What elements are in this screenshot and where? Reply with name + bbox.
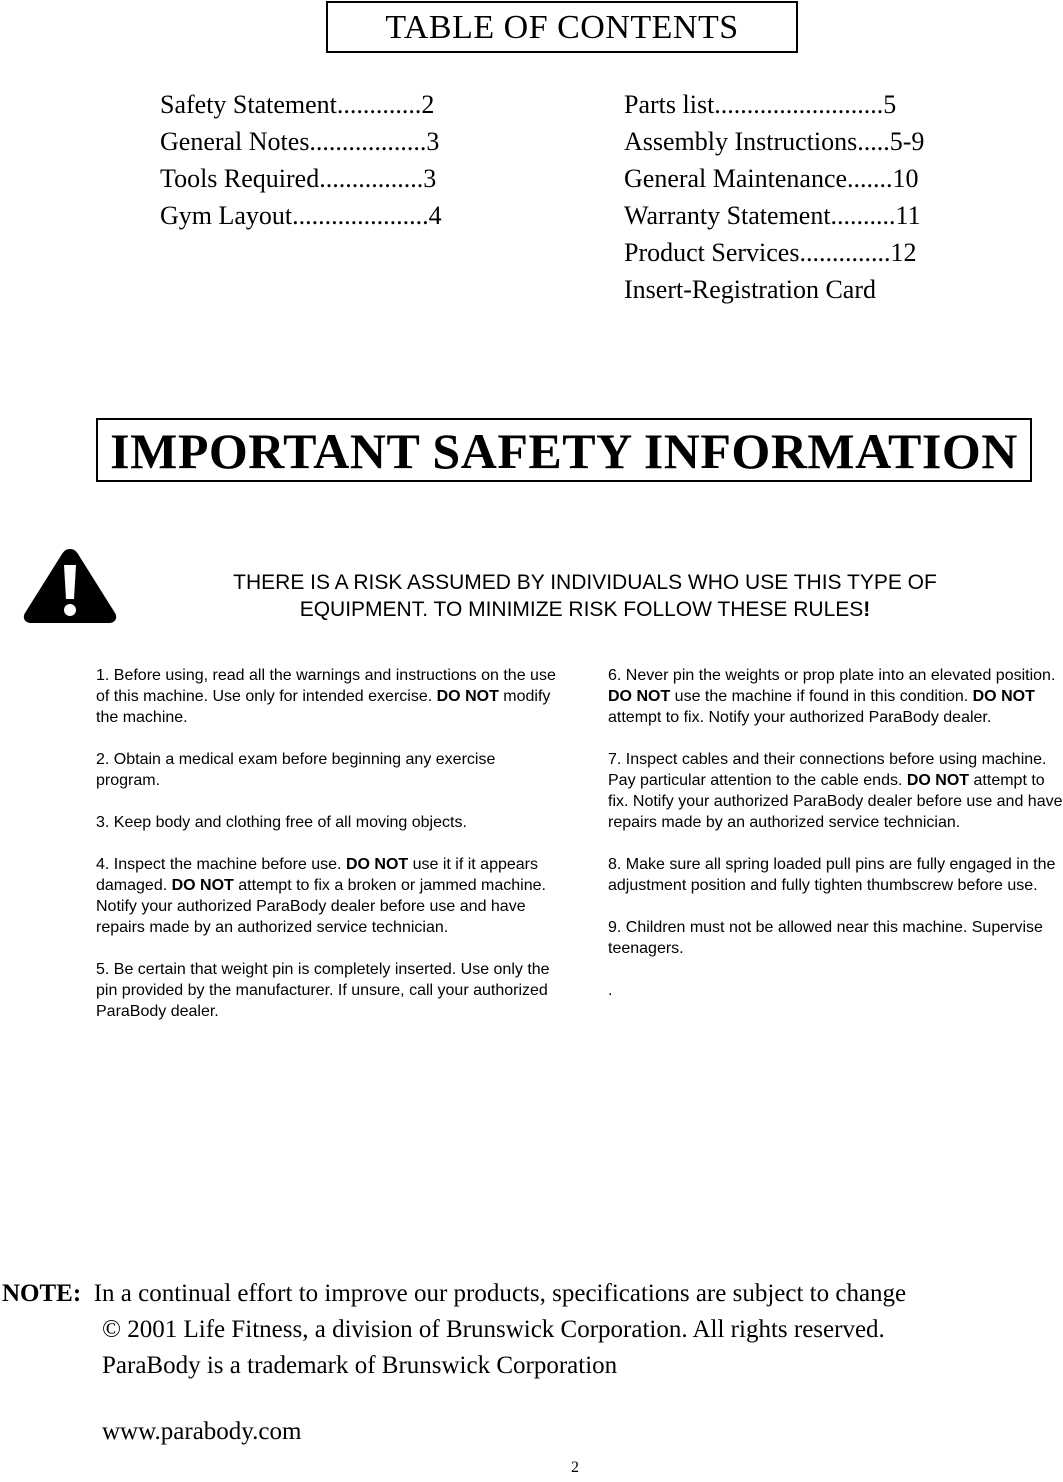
- website-link[interactable]: www.parabody.com: [102, 1418, 302, 1445]
- safety-rule: .: [608, 982, 613, 999]
- safety-rule: 7. Inspect cables and their connections before using machine. Pay particular attention to the cable ends. DO NOT attempt to fix. Notify your authorized ParaBody dealer before use and have repairs made by an authorized service technician.: [608, 751, 1063, 831]
- safety-rule: 5. Be certain that weight pin is completely inserted. Use only the pin provided by the manufacturer. If unsure, call your authorized ParaBody dealer.: [96, 961, 550, 1020]
- toc-item: General Maintenance.......10: [624, 164, 919, 193]
- toc-item: Gym Layout.....................4: [160, 201, 442, 230]
- toc-item: Parts list..........................5: [624, 90, 897, 119]
- risk-statement: [150, 569, 1020, 623]
- copyright-line: © 2001 Life Fitness, a division of Brunswick Corporation. All rights reserved.: [102, 1316, 885, 1343]
- note-label: NOTE:: [2, 1280, 82, 1307]
- toc-left-column: [160, 86, 442, 234]
- toc-item: Tools Required................3: [160, 164, 437, 193]
- toc-title: TABLE OF CONTENTS: [326, 1, 798, 53]
- note-text: In a continual effort to improve our products, specifications are subject to change: [81, 1280, 907, 1307]
- safety-rule: 3. Keep body and clothing free of all moving objects.: [96, 814, 467, 831]
- safety-title: IMPORTANT SAFETY INFORMATION: [96, 418, 1032, 482]
- note-block: [2, 1276, 1060, 1384]
- trademark-line: ParaBody is a trademark of Brunswick Corporation: [102, 1352, 618, 1379]
- safety-rule: 9. Children must not be allowed near this machine. Supervise teenagers.: [608, 919, 1043, 957]
- risk-exclamation: !: [863, 598, 871, 621]
- safety-rule: 6. Never pin the weights or prop plate into an elevated position. DO NOT use the machine if found in this condition. DO NOT attempt to fix. Notify your authorized ParaBody dealer.: [608, 667, 1056, 726]
- toc-item: Safety Statement.............2: [160, 90, 435, 119]
- toc-right-column: [624, 86, 924, 308]
- page-number: 2: [571, 1459, 579, 1476]
- toc-item: Insert-Registration Card: [624, 275, 876, 304]
- safety-rule: 4. Inspect the machine before use. DO NOT use it if it appears damaged. DO NOT attempt to fix a broken or jammed machine. Notify your authorized ParaBody dealer before use and have repairs made by an authorized service technician.: [96, 856, 546, 936]
- warning-exclamation-icon: [22, 545, 118, 625]
- risk-line-2: EQUIPMENT. TO MINIMIZE RISK FOLLOW THESE RULES: [299, 598, 864, 621]
- rules-right-column: [608, 665, 1063, 1022]
- toc-item: General Notes..................3: [160, 127, 440, 156]
- safety-rule: 2. Obtain a medical exam before beginning any exercise program.: [96, 751, 496, 789]
- toc-item: Assembly Instructions.....5-9: [624, 127, 925, 156]
- toc-item: Product Services..............12: [624, 238, 917, 267]
- safety-rule: 8. Make sure all spring loaded pull pins are fully engaged in the adjustment position and fully tighten thumbscrew before use.: [608, 856, 1056, 894]
- toc-item: Warranty Statement..........11: [624, 201, 921, 230]
- rules-left-column: [96, 665, 556, 1043]
- risk-line-1: THERE IS A RISK ASSUMED BY INDIVIDUALS WHO USE THIS TYPE OF: [233, 571, 937, 594]
- safety-rule: 1. Before using, read all the warnings and instructions on the use of this machine. Use only for intended exercise. DO NOT modify the machine.: [96, 667, 556, 726]
